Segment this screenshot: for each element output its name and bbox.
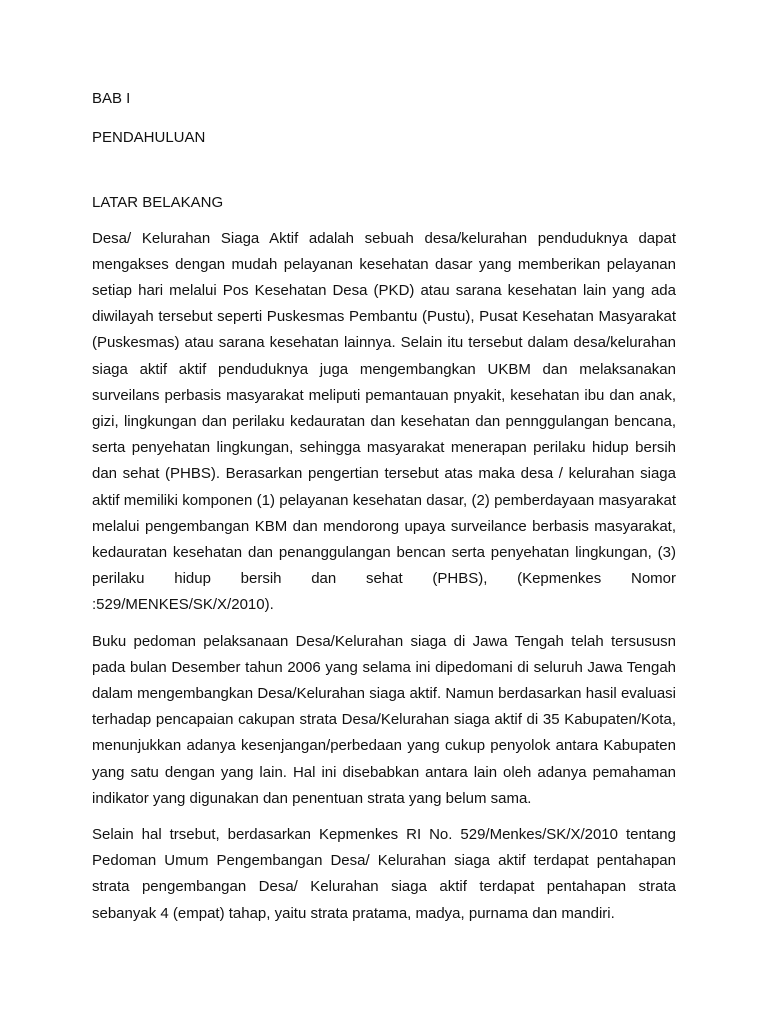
chapter-heading: BAB I [92,90,131,107]
section-title: LATAR BELAKANG [92,194,224,212]
paragraph-3: Selain hal trsebut, berdasarkan Kepmenkes RI No. 529/Menkes/SK/X/2010 tentang Pedoman Umum Pengembangan Desa/ Kelurahan siaga aktif terdapat pentahapan strata pengembangan Desa/ Kelurahan siaga aktif terdapat pentahapan strata sebanyak 4 (empat) tahap, yaitu strata pratama, madya, purnama dan mandiri. [92,826,676,922]
paragraph-1: Desa/ Kelurahan Siaga Aktif adalah sebuah desa/kelurahan penduduknya dapat mengakses dengan mudah pelayanan kesehatan dasar yang memberikan pelayanan setiap hari melalui Pos Kesehatan Desa (PKD) atau sarana kesehatan lain yang ada diwilayah tersebut seperti Puskesmas Pembantu (Pustu), Pusat Kesehatan Masyarakat (Puskesmas) atau sarana kesehatan lainnya. Selain itu tersebut dalam desa/kelurahan siaga aktif aktif penduduknya juga mengembangkan UKBM dan melaksanakan surveilans perbasis masyarakat meliputi pemantauan pnyakit, kesehatan ibu dan anak, gizi, lingkungan dan perilaku kedauratan dan kesehatan dan pennggulangan bencana, serta penyehatan lingkungan, sehingga masyarakat menerapan perilaku hidup bersih dan sehat (PHBS). Berasarkan pengertian tersebut atas maka desa / kelurahan siaga aktif memiliki komponen (1) pelayanan kesehatan dasar, (2) pemberdayaan masyarakat melalui pengembangan KBM dan mendorong upaya surveilance berbasis masyarakat, kedauratan kesehatan dan penanggulangan bencan serta penyehatan lingkungan, (3) perilaku hidup bersih dan sehat (PHBS), (Kepmenkes Nomor :529/MENKES/SK/X/2010). [92,229,676,614]
document-body [92,86,676,937]
chapter-title: PENDAHULUAN [92,129,206,147]
paragraph-2: Buku pedoman pelaksanaan Desa/Kelurahan siaga di Jawa Tengah telah tersususn pada bulan Desember tahun 2006 yang selama ini dipedomani di seluruh Jawa Tengah dalam mengembangkan Desa/Kelurahan siaga aktif. Namun berdasarkan hasil evaluasi terhadap pencapaian cakupan strata Desa/Kelurahan siaga aktif di 35 Kabupaten/Kota, menunjukkan adanya kesenjangan/perbedaan yang cukup penyolok antara Kabupaten yang satu dengan yang lain. Hal ini disebabkan antara lain oleh adanya pemahaman indikator yang digunakan dan penentuan strata yang belum sama. [92,632,676,807]
